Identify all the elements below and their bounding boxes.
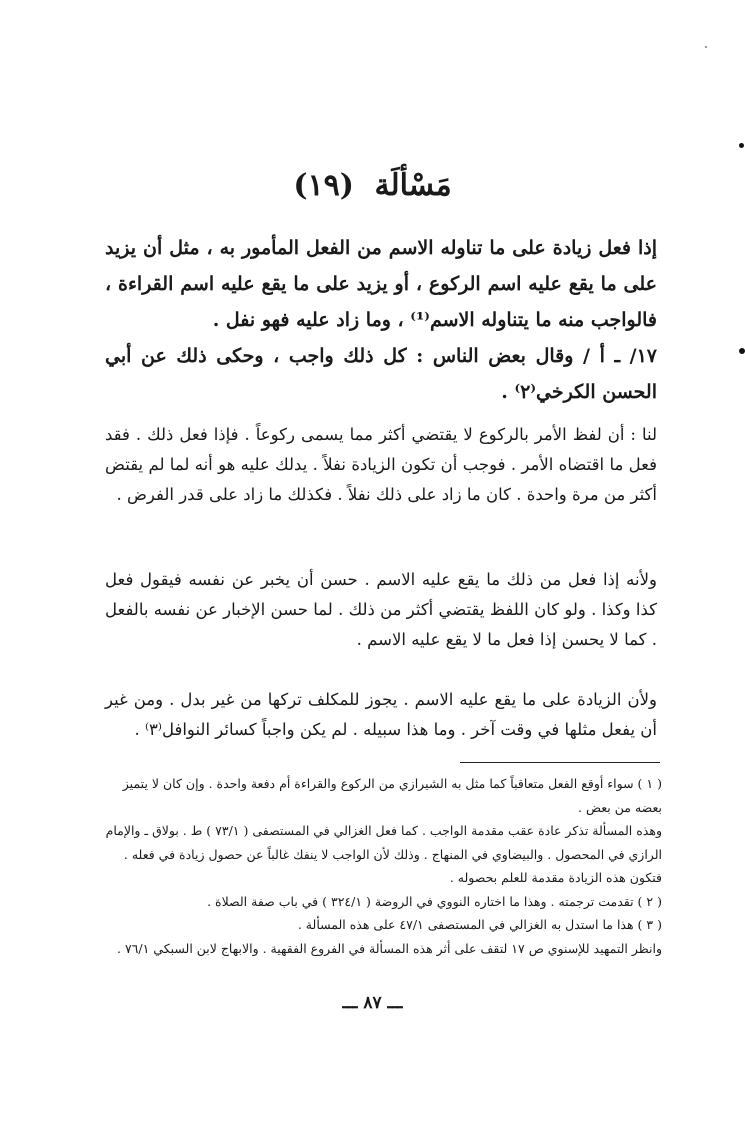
page-speck: [705, 46, 707, 48]
footnote-divider: [460, 762, 660, 763]
paragraph-argument-2: ولأنه إذا فعل من ذلك ما يقع عليه الاسم . حسن أن يخبر عن نفسه فيقول فعل كذا وكذا . ولو كان اللفظ يقتضي أكثر من ذلك . لما حسن الإخبار عن نفسه بالفعل . كما لا يحسن إذا فعل ما لا يقع عليه الاسم .: [105, 570, 657, 649]
heading-word: مَسْألَة: [374, 168, 452, 203]
margin-mark-top: [739, 143, 744, 148]
footnote-1-continued: وهذه المسألة تذكر عادة عقب مقدمة الواجب . كما فعل الغزالي في المستصفى ( ٧٣/١ ) ط . بولاق ـ والإمام الرازي في المحصول . والبيضاوي في المنهاج . وذلك لأن الواجب لا ينفك غالباً عن حصول زيادة في فعله . فتكون هذه الزيادة مقدمة للعلم بحصوله .: [105, 823, 662, 885]
paragraph-issue-statement: إذا فعل زيادة على ما تناوله الاسم من الفعل المأمور به ، مثل أن يزيد على ما يقع عليه اسم الركوع ، أو يزيد على ما يقع عليه اسم القراءة ، فالواجب منه ما يتناوله الاسم⁽¹⁾ ، وما زاد عليه فهو نفل .: [105, 237, 657, 331]
paragraph-opposing-view: ١٧/ ـ أ / وقال بعض الناس : كل ذلك واجب ، وحكى ذلك عن أبي الحسن الكرخي⁽٢⁾ .: [105, 345, 657, 403]
section-heading: [0, 168, 745, 203]
footnote-1: ( ١ ) سواء أوقع الفعل متعاقباً كما مثل به الشيرازي من الركوع والقراءة أم دفعة واحدة . وإن كان لا يتميز بعضه من بعض .: [122, 776, 662, 815]
footnote-2: ( ٢ ) تقدمت ترجمته . وهذا ما اختاره النووي في الروضة ( ٣٢٤/١ ) في باب صفة الصلاة .: [207, 893, 662, 909]
heading-number: (١٩): [293, 168, 354, 203]
page-number: ـــ ٨٧ ـــ: [342, 993, 403, 1013]
paragraph-argument-3: ولأن الزيادة على ما يقع عليه الاسم . يجوز للمكلف تركها من غير بدل . ومن غير أن يفعل مثلها في وقت آخر . وما هذا سبيله . لم يكن واجباً كسائر النوافل⁽٣⁾ .: [105, 690, 657, 739]
footnotes: [100, 772, 662, 960]
paragraph-argument-1: لنا : أن لفظ الأمر بالركوع لا يقتضي أكثر مما يسمى ركوعاً . فإذا فعل ذلك . فقد فعل ما اقتضاه الأمر . فوجب أن تكون الزيادة نفلاً . يدلك عليه هو أنه لما لم يقتض أكثر من مرة واحدة . كان ما زاد على ذلك نفلاً . فكذلك ما زاد على قدر الفرض .: [105, 425, 657, 504]
footnote-3-continued: وانظر التمهيد للإسنوي ص ١٧ لتقف على أثر هذه المسألة في الفروع الفقهية . والابهاج لابن السبكي ٧٦/١ .: [116, 940, 662, 956]
margin-mark-middle: [739, 348, 745, 354]
footnote-3: ( ٣ ) هذا ما استدل به الغزالي في المستصفى ٤٧/١ على هذه المسألة .: [297, 917, 662, 932]
